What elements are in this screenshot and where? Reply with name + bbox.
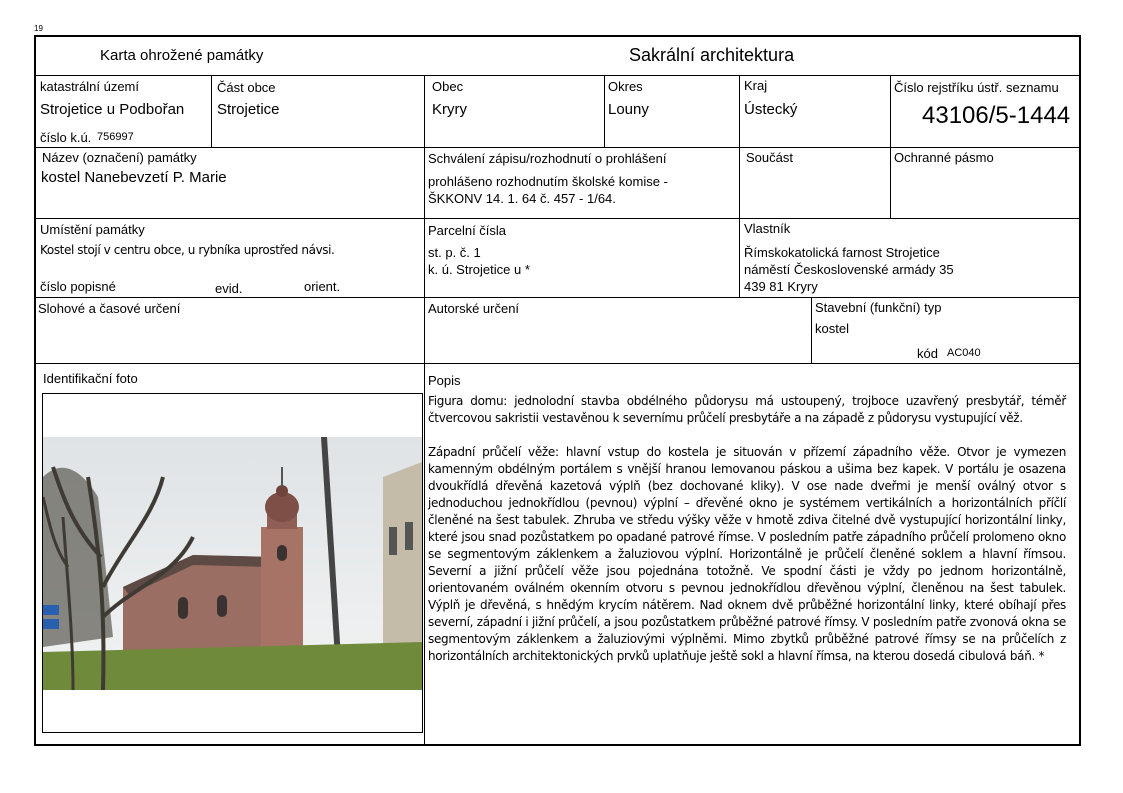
rejstrik-label: Číslo rejstříku ústř. seznamu — [894, 80, 1059, 95]
okres-value: Louny — [608, 101, 649, 118]
vlastnik-label: Vlastník — [744, 221, 791, 236]
page-number: 19 — [34, 24, 43, 33]
divider — [35, 297, 1080, 298]
schvaleni-line2: ŠKKONV 14. 1. 64 č. 457 - 1/64. — [428, 191, 616, 206]
divider — [35, 75, 1080, 76]
popis-paragraph: Západní průčelí věže: hlavní vstup do kostela je situován v přízemí západního věže. Otvor je vymezen kamenným obdélným portálem s vnější hranou lemovanou páskou a ušima bez kapek. V portálu je osazena dvoukřídlá dřevěná kazetová výplň (bez dochované kliky). V ose nade dveřmi je menší oválný otvor s jednoduchou jednokřídlou (pevnou) výplní – dřevěné okno je systémem vertikálních a horizontálních příčlí členěné na šest tabulek. Zhruba ve středu výšky věže v hmotě zdiva čitelné dvě vystupující horizontální linky, které jsou snad pozůstatkem po opadané patrové římse. V posledním patře západního průčelí prolomeno okno se segmentovým záklenkem a žaluziovou výplní. Horizontálně je průčelí členěné soklem a hlavní římsou. Severní a jižní průčelí věže jsou pojednána totožně. Ve spodní části je vždy po jednom horizontálně, orientovaném oválném okenním otvoru s pevnou jednokřídlou dřevěnou výplní, členěnou na šest tabulek. Výplň je dřevěná, s hnědým krycím nátěrem. Nad oknem dvě průběžné horizontální linky, které obíhají přes severní, západní i jižní průčelí, a jsou pozůstatkem průběžné patrové římsy. V posledním patře zvonová okna se segmentovým záklenkem a žaluziovými výplněmi. Mimo zbytků průběžné patrové římsy se na průčelích z horizontálních architektonických prvků uplatňuje ještě sokl a hlavní římsa, na kterou dosedá cibulová báň. * — [428, 445, 1066, 663]
ochranne-pasmo-label: Ochranné pásmo — [894, 150, 994, 165]
katastralni-uzemi-label: katastrální území — [40, 79, 139, 94]
divider — [211, 75, 212, 147]
vlastnik-line2: náměstí Československé armády 35 — [744, 262, 954, 277]
obec-value: Kryry — [432, 101, 467, 118]
umisteni-value: Kostel stojí v centru obce, u rybníka uprostřed návsi. — [40, 243, 335, 257]
rejstrik-number — [922, 102, 1070, 130]
foto-label: Identifikační foto — [43, 371, 138, 386]
nazev-value: kostel Nanebevzetí P. Marie — [41, 169, 227, 186]
obec-label: Obec — [432, 79, 464, 94]
rejstrik-part1: 43106 — [922, 102, 989, 129]
umisteni-label: Umístění památky — [40, 222, 145, 237]
popis-label: Popis — [428, 373, 461, 388]
cast-obce-value: Strojetice — [217, 101, 280, 118]
divider — [739, 75, 740, 297]
church-photo — [43, 437, 422, 690]
vlastnik-line3: 439 81 Kryry — [744, 279, 818, 294]
cislo-ku-value: 756997 — [97, 131, 134, 143]
schvaleni-label: Schválení zápisu/rozhodnutí o prohlášení — [428, 151, 667, 166]
cislo-popisne-label: číslo popisné — [40, 279, 116, 294]
category-title: Sakrální architektura — [629, 45, 795, 65]
kod-value: AC040 — [947, 347, 981, 359]
slohove-label: Slohové a časové určení — [38, 301, 181, 316]
autorske-label: Autorské určení — [428, 301, 520, 316]
stavebni-typ-value: kostel — [815, 321, 849, 336]
divider — [890, 75, 891, 218]
vlastnik-line1: Římskokatolická farnost Strojetice — [744, 245, 940, 260]
identification-photo-frame — [42, 393, 423, 733]
nazev-label: Název (označení) památky — [42, 150, 197, 165]
parcelni-line2: k. ú. Strojetice u * — [428, 262, 530, 277]
card-title: Karta ohrožené památky — [100, 47, 264, 64]
divider — [35, 147, 1080, 148]
soucast-label: Součást — [746, 150, 793, 165]
orient-label: orient. — [304, 279, 341, 294]
parcelni-line1: st. p. č. 1 — [428, 245, 481, 260]
parcelni-label: Parcelní čísla — [428, 223, 507, 238]
okres-label: Okres — [608, 79, 643, 94]
popis-paragraph: Figura domu: jednolodní stavba obdélného půdorysu má ustoupený, trojboce uzavřený presbytář, téměř čtvercovou sakristii vestavěnou k severnímu průčelí presbytáře a na západě z půdorysu vystupující věž. — [428, 394, 1066, 425]
stavebni-typ-label: Stavební (funkční) typ — [815, 300, 942, 315]
divider — [604, 75, 605, 147]
evid-label: evid. — [215, 281, 243, 296]
kod-label: kód — [917, 346, 938, 361]
cast-obce-label: Část obce — [217, 80, 276, 95]
popis-text — [428, 393, 1066, 682]
divider — [35, 363, 1080, 364]
katastralni-uzemi-value: Strojetice u Podbořan — [40, 101, 185, 118]
divider — [35, 218, 1080, 219]
divider — [811, 297, 812, 363]
kraj-value: Ústecký — [744, 101, 798, 118]
cislo-ku-label: číslo k.ú. — [40, 130, 92, 145]
kraj-label: Kraj — [744, 78, 768, 93]
divider — [424, 75, 425, 744]
rejstrik-part2: /5-1444 — [988, 102, 1071, 129]
schvaleni-line1: prohlášeno rozhodnutím školské komise - — [428, 174, 668, 189]
